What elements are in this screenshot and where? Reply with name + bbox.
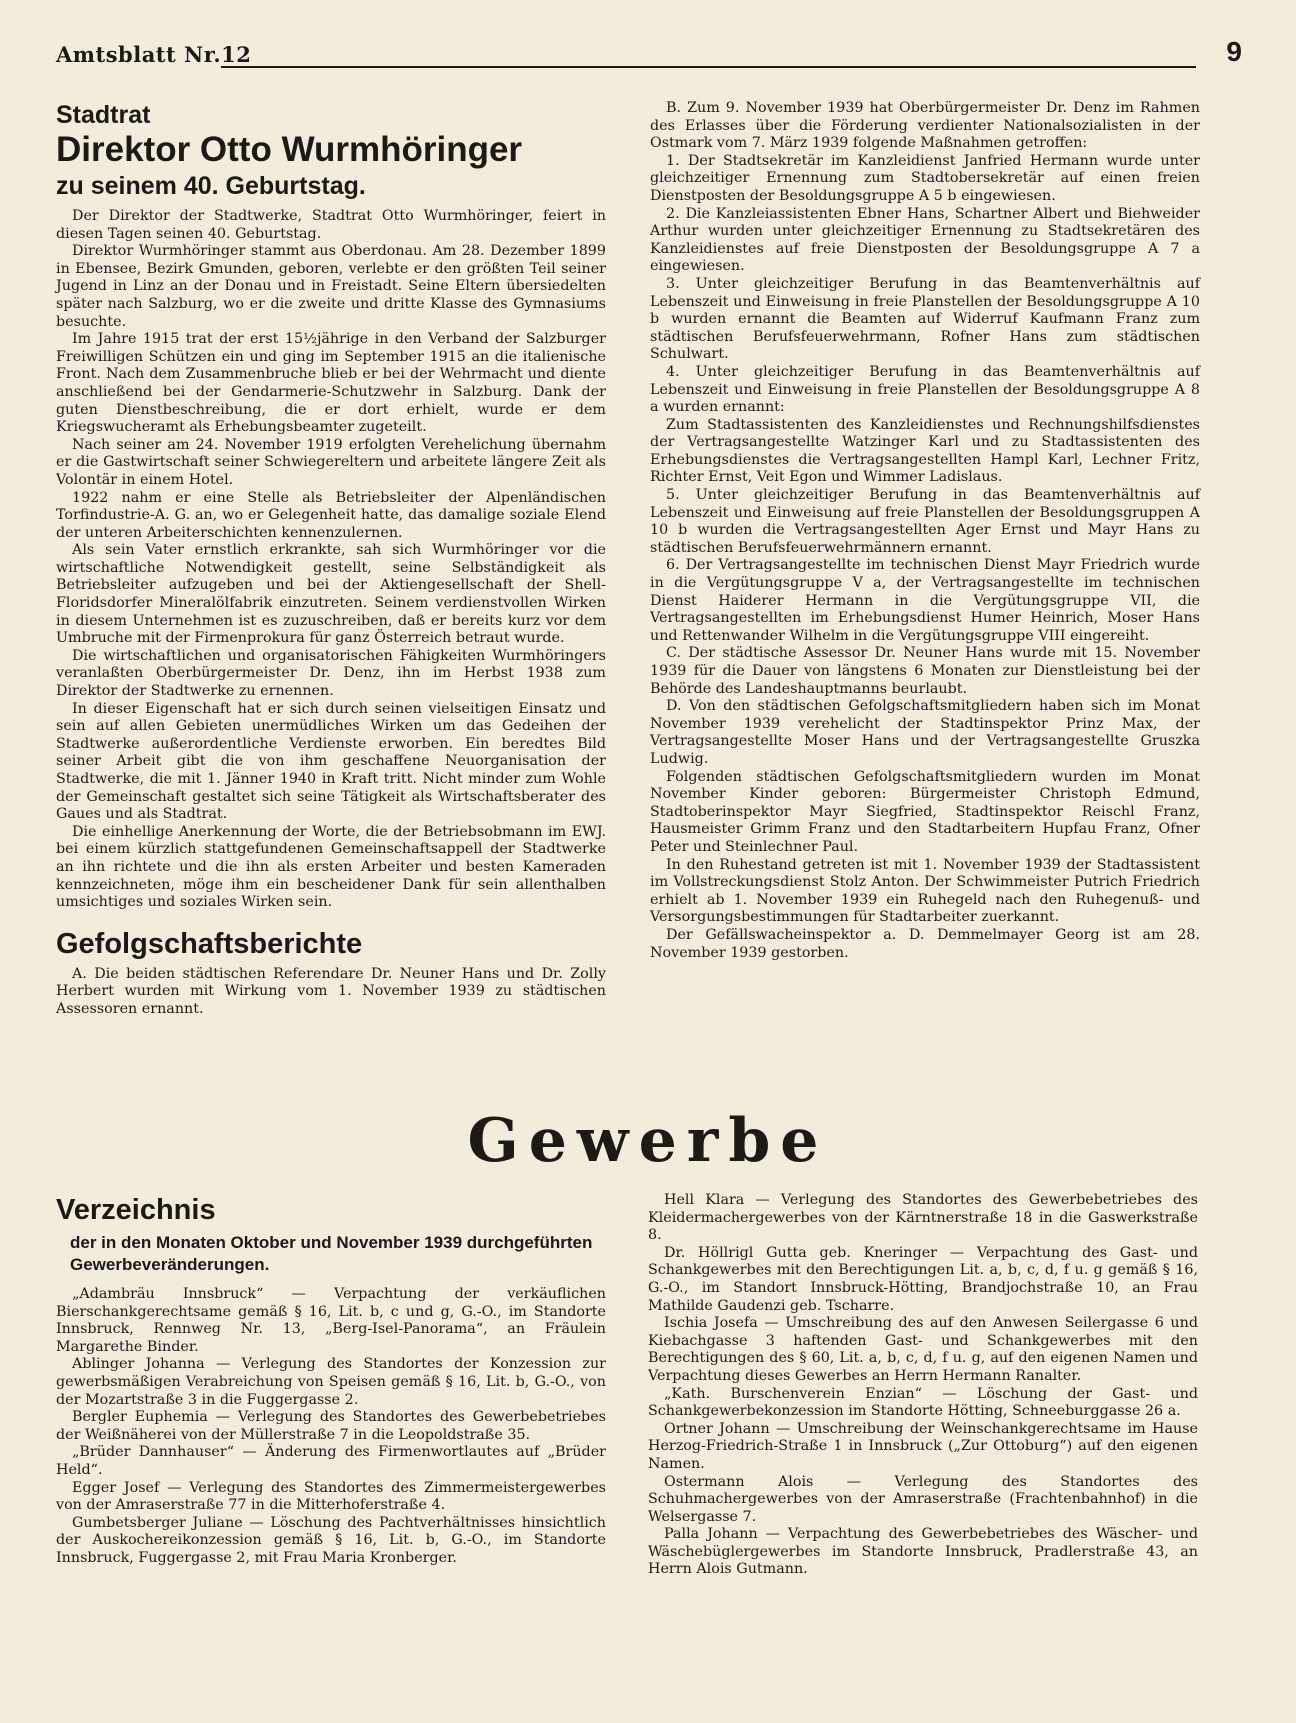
left-column-bottom <box>56 1192 606 1568</box>
paragraph: 1. Der Stadtsekretär im Kanzleidienst Janfried Hermann wurde unter gleichzeitiger Ernennung zum Stadtobersekretär auf einen freien Dienstposten der Besoldungsgruppe A 5 b eingewiesen. <box>650 152 1200 204</box>
publication-title: Amtsblatt Nr.12 <box>56 42 252 67</box>
list-entry: Ischia Josefa — Umschreibung des auf den Anwesen Seilergasse 6 und Kiebachgasse 3 haftenden Gast- und Schankgewerbes mit den Berechtigungen des § 60, Lit. a, b, c, d, f u. g, auf den eigenen Namen und Verpachtung dieses Gewerbes an Herrn Hermann Ranalter. <box>648 1315 1198 1384</box>
paragraph: Die wirtschaftlichen und organisatorischen Fähigkeiten Wurmhöringers veranlaßten Oberbürgermeister Dr. Denz, ihn im Herbst 1938 zum Direktor der Stadtwerke zu ernennen. <box>56 647 606 700</box>
paragraph: A. Die beiden städtischen Referendare Dr. Neuner Hans und Dr. Zolly Herbert wurden mit Wirkung vom 1. November 1939 zu städtischen Assessoren ernannt. <box>56 965 606 1017</box>
list-entry: Bergler Euphemia — Verlegung des Standortes des Gewerbebetriebes der Weißnäherei von der Müllerstraße 7 in die Leopoldstraße 35. <box>56 1409 606 1443</box>
list-entry: Ablinger Johanna — Verlegung des Standortes der Konzession zur gewerbsmäßigen Verabreichung von Speisen gemäß § 16, Lit. b, G.-O., von der Mozartstraße 3 in die Fuggergasse 2. <box>56 1356 606 1408</box>
list-entry: Palla Johann — Verpachtung des Gewerbebetriebes des Wäscher- und Wäschebüglergewerbes im Standorte Innsbruck, Pradlerstraße 43, an Herrn Alois Gutmann. <box>648 1526 1198 1578</box>
list-entry: „Kath. Burschenverein Enzian“ — Löschung der Gast- und Schankgewerbekonzession im Standorte Hötting, Schneeburggasse 26 a. <box>648 1385 1198 1420</box>
paragraph: 3. Unter gleichzeitiger Berufung in das Beamtenverhältnis auf Lebenszeit und Einweisung in freie Planstellen der Besoldungsgruppe A 10 b wurden ernannt die Beamten auf Widerruf Kaufmann Franz zum städtischen Berufsfeuerwehrmann, Rofner Hans zum städtischen Schulwart. <box>650 275 1200 363</box>
paragraph: Im Jahre 1915 trat der erst 15½jährige in den Verband der Salzburger Freiwilligen Schützen ein und ging im September 1915 an die italienische Front. Nach dem Zusammenbruche blieb er bei der Wehrmacht und diente anschließend bei der Gendarmerie-Schutzwehr in Salzburg. Dank der guten Dienstbeschreibung, die er dort erhielt, wurde er dem Kriegswucheramt als Erhebungsbeamter zugeteilt. <box>56 331 606 436</box>
paragraph: Nach seiner am 24. November 1919 erfolgten Verehelichung übernahm er die Gastwirtschaft seiner Schwiegereltern und arbeitete längere Zeit als Volontär in einem Hotel. <box>56 436 606 488</box>
article-title: Direktor Otto Wurmhöringer <box>56 130 523 169</box>
paragraph: In dieser Eigenschaft hat er sich durch seinen vielseitigen Einsatz und sein auf allen Gebieten unermüdliches Wirken um das Gedeihen der Stadtwerke außerordentliche Verdienste erworben. Ein beredtes Bild seiner Arbeit gibt die von ihm geschaffene Neuorganisation der Stadtwerke, die mit 1. Jänner 1940 in Kraft tritt. Nicht minder zum Wohle der Gemeinschaft gestaltet sich seine Tätigkeit als Wirtschaftsberater des Gaues und als Stadtrat. <box>56 700 606 823</box>
list-entry: Ostermann Alois — Verlegung des Standortes des Schuhmachergewerbes von der Amraserstraße (Frachtenbahnhof) in die Welsergasse 7. <box>648 1473 1198 1525</box>
section-banner: Gewerbe <box>467 1106 829 1176</box>
paragraph: 2. Die Kanzleiassistenten Ebner Hans, Schartner Albert und Biehweider Arthur wurden unter gleichzeitiger Ernennung zu Stadtsekretären des Kanzleidienstes auf freie Dienstposten der Besoldungsgruppe A 7 a eingewiesen. <box>650 205 1200 275</box>
paragraph: Der Gefällswacheinspektor a. D. Demmelmayer Georg ist am 28. November 1939 gestorben. <box>650 926 1200 961</box>
paragraph: D. Von den städtischen Gefolgschaftsmitgliedern haben sich im Monat November 1939 verehelicht der Stadtinspektor Prinz Max, der Vertragsangestellte Moser Hans und der Vertragsangestellte Gruszka Ludwig. <box>650 698 1200 767</box>
list-entry: „Brüder Dannhauser“ — Änderung des Firmenwortlautes auf „Brüder Held“. <box>56 1444 606 1478</box>
paragraph: Der Direktor der Stadtwerke, Stadtrat Otto Wurmhöringer, feiert in diesen Tagen seinen 40. Geburtstag. <box>56 208 606 242</box>
paragraph: In den Ruhestand getreten ist mit 1. November 1939 der Stadtassistent im Vollstreckungsdienst Stolz Anton. Der Schwimmeister Putrich Friedrich erhielt ab 1. November 1939 ein Ruhegeld nach den Ruhegenuß- und Versorgungsbestimmungen für Stadtarbeiter zuerkannt. <box>650 856 1200 926</box>
left-column-top <box>56 100 606 1019</box>
paragraph: 1922 nahm er eine Stelle als Betriebsleiter der Alpenländischen Torfindustrie-A. G. an, wo er Gelegenheit hatte, das damalige soziale Elend der unteren Arbeiterschichten kennenzulernen. <box>56 489 606 541</box>
header-rule <box>221 66 1196 68</box>
list-entry: „Adambräu Innsbruck“ — Verpachtung der verkäuflichen Bierschankgerechtsame gemäß § 16, Lit. b, c und g, G.-O., im Standorte Innsbruck, Rennweg Nr. 13, „Berg-Isel-Panorama“, an Fräulein Margarethe Binder. <box>56 1286 606 1355</box>
list-entry: Dr. Höllrigl Gutta geb. Kneringer — Verpachtung des Gast- und Schankgewerbes mit den Berechtigungen Lit. a, b, c, d, f u. g gemäß § 16, G.-O., im Standort Innsbruck-Hötting, Brandjochstraße 10, an Frau Mathilde Gaudenzi geb. Tscharre. <box>648 1244 1198 1314</box>
right-column-top <box>650 100 1200 962</box>
article-kicker: Stadtrat <box>56 101 151 129</box>
paragraph: 6. Der Vertragsangestellte im technischen Dienst Mayr Friedrich wurde in die Vergütungsgruppe V a, der Vertragsangestellte im technischen Dienst Haiderer Hermann in die Vergütungsgruppe VII, die Vertragsangestellten im Erhebungsdienst Humer Heinrich, Moser Hans und Rettenwander Wilhelm in die Vergütungsgruppe VIII eingereiht. <box>650 557 1200 644</box>
section-heading: Gefolgschaftsberichte <box>56 927 363 960</box>
paragraph: Die einhellige Anerkennung der Worte, die der Betriebsobmann im EWJ. bei einem kürzlich stattgefundenen Gemeinschaftsappell der Stadtwerke an ihn richtete und die ihn als ersten Arbeiter und besten Kameraden kennzeichneten, möge ihm ein bescheidener Dank für sein allenthalben umsichtiges und soziales Wirken sein. <box>56 823 606 911</box>
running-head <box>56 36 1242 74</box>
right-column-bottom <box>648 1192 1198 1579</box>
list-subtitle: der in den Monaten Oktober und November 1939 durchgeführten Gewerbeveränderungen. <box>70 1233 593 1274</box>
paragraph: B. Zum 9. November 1939 hat Oberbürgermeister Dr. Denz im Rahmen des Erlasses über die Förderung verdienter Nationalsozialisten in der Ostmark vom 7. März 1939 folgende Maßnahmen getroffen: <box>650 100 1200 152</box>
list-entry: Gumbetsberger Juliane — Löschung des Pachtverhältnisses hinsichtlich der Auskochereikonzession gemäß § 16, Lit. b, G.-O., im Standorte Innsbruck, Fuggergasse 2, mit Frau Maria Kronberger. <box>56 1514 606 1566</box>
list-entry: Egger Josef — Verlegung des Standortes des Zimmermeistergewerbes von der Amraserstraße 77 in die Mitterhoferstraße 4. <box>56 1479 606 1514</box>
list-title: Verzeichnis <box>56 1194 216 1226</box>
paragraph: Zum Stadtassistenten des Kanzleidienstes und Rechnungshilfsdienstes der Vertragsangestellte Watzinger Karl und zu Stadtassistenten des Erhebungsdienstes die Vertragsangestellten Hampl Karl, Lechner Fritz, Richter Ernst, Veit Egon und Wimmer Ladislaus. <box>650 416 1200 486</box>
paragraph: Als sein Vater ernstlich erkrankte, sah sich Wurmhöringer vor die wirtschaftliche Notwendigkeit gestellt, seine Selbständigkeit als Betriebsleiter aufzugeben und bei der Aktiengesellschaft der Shell-Floridsdorfer Mineralölfabrik einzutreten. Seinem verdienstvollen Wirken in diesem Unternehmen ist es zuzuschreiben, daß er bereits kurz vor dem Umbruche mit der Firmenprokura für ganz Österreich betraut wurde. <box>56 542 606 647</box>
paragraph: 5. Unter gleichzeitiger Berufung in das Beamtenverhältnis auf Lebenszeit und Einweisung auf freie Planstellen der Besoldungsgruppen A 10 b wurden die Vertragsangestellten Ager Ernst und Mayr Hans zu städtischen Berufsfeuerwehrmännern ernannt. <box>650 487 1200 556</box>
list-entry: Hell Klara — Verlegung des Standortes des Gewerbebetriebes des Kleidermachergewerbes von der Kärntnerstraße 18 in die Gaswerkstraße 8. <box>648 1192 1198 1244</box>
paragraph: C. Der städtische Assessor Dr. Neuner Hans wurde mit 15. November 1939 für die Dauer von längstens 6 Monaten zur Dienstleistung bei der Behörde des Landeshauptmanns beurlaubt. <box>650 645 1200 697</box>
paragraph: Folgenden städtischen Gefolgschaftsmitgliedern wurden im Monat November Kinder geboren: Bürgermeister Christoph Edmund, Stadtoberinspektor Mayr Siegfried, Stadtinspektor Reischl Franz, Hausmeister Grimm Franz und den Stadtarbeitern Hupfau Franz, Ofner Peter und Steinlechner Paul. <box>650 768 1200 855</box>
paragraph: 4. Unter gleichzeitiger Berufung in das Beamtenverhältnis auf Lebenszeit und Einweisung in freie Planstellen der Besoldungsgruppe A 8 a wurden ernannt: <box>650 363 1200 416</box>
list-entry: Ortner Johann — Umschreibung der Weinschankgerechtsame im Hause Herzog-Friedrich-Straße 1 in Innsbruck („Zur Ottoburg“) auf den eigenen Namen. <box>648 1420 1198 1472</box>
paragraph: Direktor Wurmhöringer stammt aus Oberdonau. Am 28. Dezember 1899 in Ebensee, Bezirk Gmunden, geboren, verlebte er den größten Teil seiner Jugend in Linz an der Donau und in Freistadt. Seine Eltern übersiedelten später nach Salzburg, wo er die zweite und dritte Klasse des Gymnasiums besuchte. <box>56 243 606 330</box>
page-number: 9 <box>1226 36 1242 67</box>
article-subtitle: zu seinem 40. Geburtstag. <box>56 172 366 200</box>
